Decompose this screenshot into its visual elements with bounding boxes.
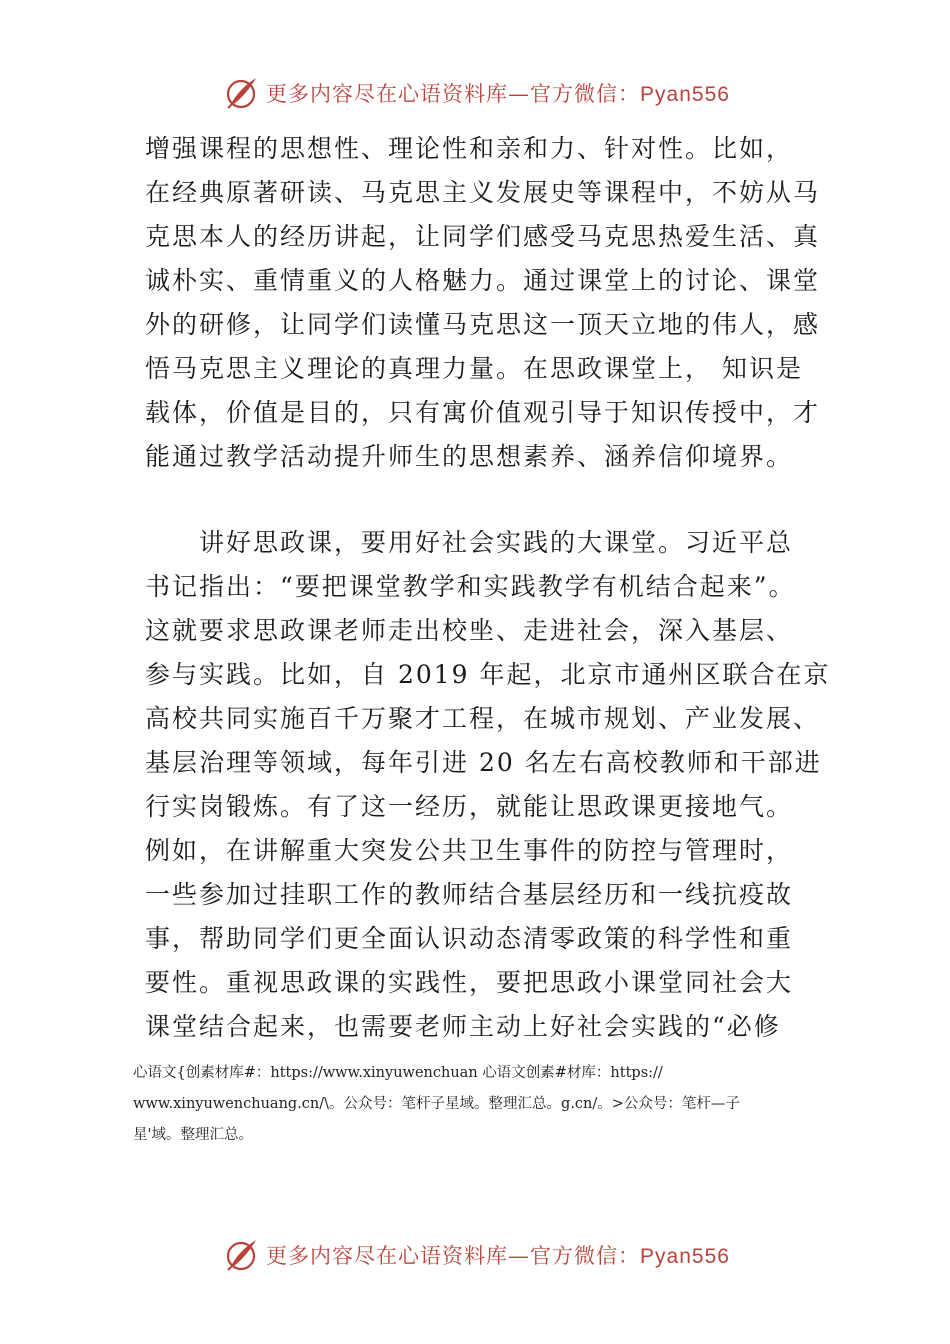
text-line: 事，帮助同学们更全面认识动态清零政策的科学性和重 [145, 924, 794, 953]
wechat-id: Pyan556 [640, 1245, 730, 1268]
text-line: 课堂结合起来，也需要老师主动上好社会实践的“必修 [145, 1012, 781, 1041]
text-line: 参与实践。比如，自 2019 年起，北京市通州区联合在京 [145, 660, 831, 689]
source-note [133, 1058, 833, 1151]
text-line: 基层治理等领域，每年引进 20 名左右高校教师和干部进 [145, 748, 822, 777]
text-line: 悟马克思主义理论的真理力量。在思政课堂上， 知识是 [145, 354, 803, 383]
text-line: 这就要求思政课老师走出校㘴、走进社会，深入基层、 [145, 616, 794, 645]
text-line: 外的研修，让同学们读懂马克思这一顶天立地的伟人，感 [145, 310, 821, 339]
note-line: 心语文{创素材库#：https://www.xinyuwenchuan 心语文创素#材库：https:// [133, 1065, 663, 1081]
paragraph-1 [145, 127, 825, 479]
page-footer [0, 1232, 950, 1278]
header-text: 更多内容尽在心语资料库—官方微信：Pyan556 [266, 82, 730, 106]
text-line: 一些参加过挂职工作的教师结合基层经历和一线抗疫故 [145, 880, 794, 909]
text-line: 讲好思政课，要用好社会实践的大课堂。习近平总 [145, 528, 794, 557]
text-line: 书记指出：“要把课堂教学和实践教学有机结合起来”。 [145, 572, 796, 601]
text-line: 行实岗锻炼。有了这一经历，就能让思政课更接地气。 [145, 792, 794, 821]
page-header [0, 70, 950, 116]
paragraph-2 [145, 521, 831, 1049]
text-line: 增强课程的思想性、理论性和亲和力、针对性。比如， [145, 134, 794, 163]
text-line: 诚朴实、重情重义的人格魅力。通过课堂上的讨论、课堂 [145, 266, 821, 295]
note-line: 星'域。整理汇总。 [133, 1127, 253, 1143]
pen-logo-icon [220, 1234, 262, 1276]
text-line: 要性。重视思政课的实践性，要把思政小课堂同社会大 [145, 968, 794, 997]
paragraph-gap [145, 479, 825, 521]
text-line: 例如，在讲解重大突发公共卫生事件的防控与管理时， [145, 836, 794, 865]
text-line: 能通过教学活动提升师生的思想素养、涵养信仰境界。 [145, 442, 794, 471]
pen-logo-icon [220, 72, 262, 114]
brand-banner [220, 1234, 730, 1276]
brand-banner [220, 72, 730, 114]
text-line: 高校共同实施百千万聚才工程，在城市规划、产业发展、 [145, 704, 821, 733]
note-line: www.xinyuwenchuang.cn/\。公众号：笔杆子星域。整理汇总。g.cn/。>公众号：笔杆—子 [133, 1096, 740, 1112]
text-line: 载体，价值是目的，只有寓价值观引导于知识传授中，才 [145, 398, 821, 427]
text-line: 在经典原著研读、马克思主义发展史等课程中，不妨从马 [145, 178, 821, 207]
article-body [145, 127, 831, 1049]
text-line: 克思本人的经历讲起，让同学们感受马克思热爱生活、真 [145, 222, 821, 251]
wechat-id: Pyan556 [640, 83, 730, 106]
footer-text: 更多内容尽在心语资料库—官方微信：Pyan556 [266, 1244, 730, 1268]
